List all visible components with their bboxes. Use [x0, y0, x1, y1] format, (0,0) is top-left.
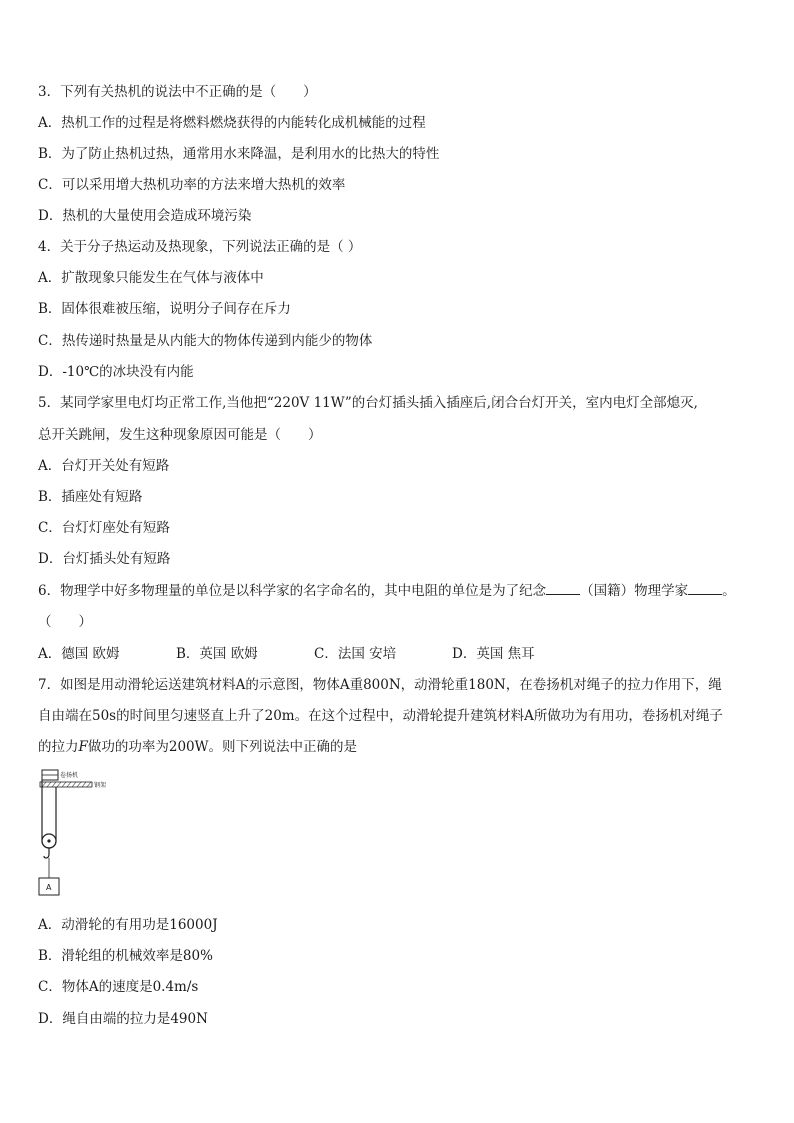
question-6-option-b: B．英国 欧姆: [176, 646, 258, 662]
question-5-option-b: B．插座处有短路: [38, 489, 143, 505]
force-variable: F: [78, 739, 88, 755]
question-4-option-c: C．热传递时热量是从内能大的物体传递到内能少的物体: [38, 333, 373, 349]
question-4-option-a: A．扩散现象只能发生在气体与液体中: [38, 270, 264, 286]
question-6-stem-line2: （ ）: [38, 614, 92, 630]
answer-blank-physicist: [688, 582, 722, 595]
question-5-option-a: A．台灯开关处有短路: [38, 458, 170, 474]
question-7-option-c: C．物体A的速度是0.4m/s: [38, 979, 199, 995]
question-5-option-c: C．台灯灯座处有短路: [38, 520, 170, 536]
answer-blank-nationality: [546, 582, 580, 595]
question-6-option-d: D．英国 焦耳: [452, 646, 535, 662]
question-7-option-a: A．动滑轮的有用功是16000J: [38, 917, 218, 933]
hook-icon: [44, 848, 49, 858]
question-3-option-d: D．热机的大量使用会造成环境污染: [38, 208, 252, 224]
question-5-option-d: D．台灯插头处有短路: [38, 551, 171, 567]
question-3-option-b: B．为了防止热机过热，通常用水来降温，是利用水的比热大的特性: [38, 146, 440, 162]
question-7-stem-line3-post: 做功的功率为200W。则下列说法中正确的是: [87, 739, 358, 755]
question-3-option-c: C．可以采用增大热机功率的方法来增大热机的效率: [38, 177, 346, 193]
question-6-option-c: C．法国 安培: [314, 646, 397, 662]
question-6-stem-part1: 6．物理学中好多物理量的单位是以科学家的名字命名的，其中电阻的单位是为了纪念: [38, 583, 547, 599]
question-7-option-d: D．绳自由端的拉力是490N: [38, 1011, 208, 1027]
question-4-option-d: D．-10℃的冰块没有内能: [38, 364, 194, 380]
question-6-option-a: A．德国 欧姆: [38, 646, 120, 662]
question-4-option-b: B．固体很难被压缩，说明分子间存在斥力: [38, 301, 291, 317]
pulley-diagram: [34, 768, 124, 900]
block-a-label: A: [46, 883, 52, 892]
question-6-stem-line1: [38, 582, 736, 600]
question-7-stem-line3: [38, 738, 357, 756]
question-3-stem: 3．下列有关热机的说法中不正确的是（ ）: [38, 84, 317, 100]
question-4-stem: 4．关于分子热运动及热现象，下列说法正确的是（ ）: [38, 239, 362, 255]
question-7-stem-line2: 自由端在50s的时间里匀速竖直上升了20m。在这个过程中，动滑轮提升建筑材料A所做功为有用功，卷扬机对绳子: [38, 708, 723, 724]
question-6-options: [38, 645, 535, 663]
question-5-stem-line1: 5．某同学家里电灯均正常工作,当他把“220V 11W”的台灯插头插入插座后,闭合台灯开关，室内电灯全部熄灭,: [38, 395, 698, 411]
frame-label: 钢架: [94, 782, 107, 789]
question-7-stem-line3-pre: 的拉力: [38, 739, 79, 755]
winch-label: 卷扬机: [60, 772, 79, 779]
question-3-option-a: A．热机工作的过程是将燃料燃烧获得的内能转化成机械能的过程: [38, 115, 426, 131]
question-6-stem-part3: 。: [722, 583, 736, 599]
question-5-stem-line2: 总开关跳闸，发生这种现象原因可能是（ ）: [38, 427, 322, 443]
question-7-stem-line1: 7．如图是用动滑轮运送建筑材料A的示意图，物体A重800N，动滑轮重180N，在卷扬机对绳子的拉力作用下，绳: [38, 677, 722, 693]
question-6-stem-part2: （国籍）物理学家: [580, 583, 689, 599]
question-7-option-b: B．滑轮组的机械效率是80%: [38, 948, 213, 964]
